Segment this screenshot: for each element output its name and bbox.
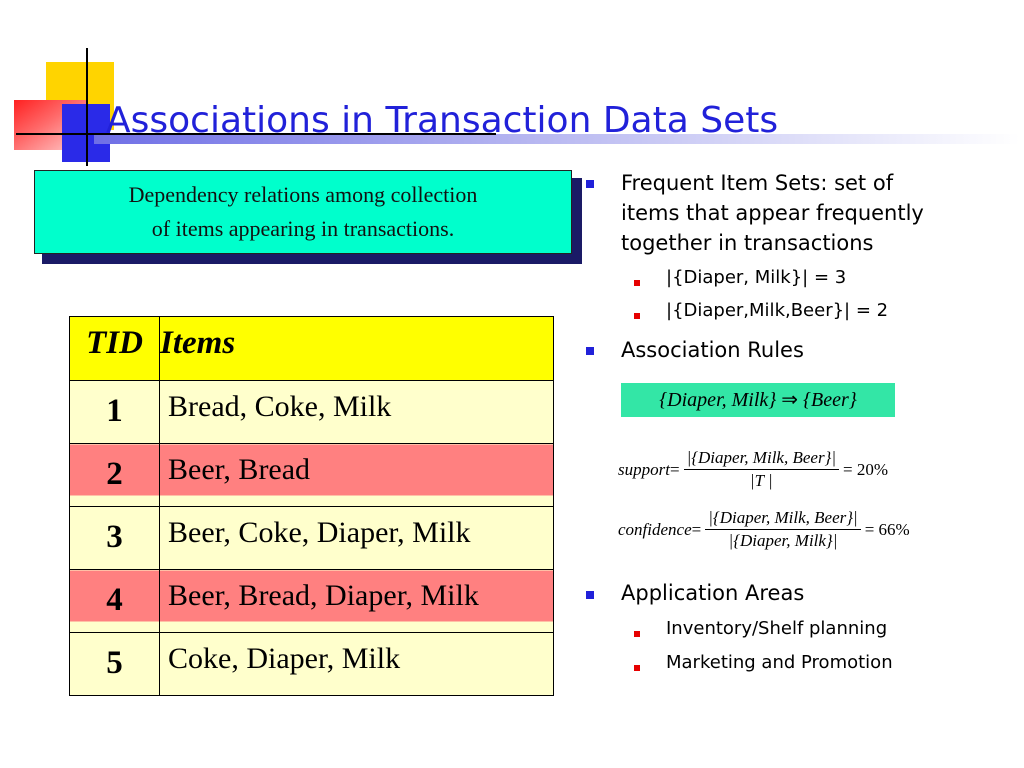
confidence-label: confidence [618, 519, 692, 539]
sub-bullet-inventory: Inventory/Shelf planning [666, 618, 888, 639]
header-tid: TID [70, 317, 160, 381]
equals-sign: = [669, 459, 680, 479]
row-tid: 2 [106, 456, 123, 492]
table-row [70, 381, 554, 444]
definition-line: of items appearing in transactions. [151, 216, 455, 241]
equals-sign: = [691, 519, 702, 539]
definition-line: Dependency relations among collection [128, 182, 478, 207]
confidence-denominator: |{Diaper, Milk}| [728, 531, 838, 550]
bullet-marker-icon [586, 180, 594, 188]
table-row [70, 444, 554, 507]
support-fraction [684, 447, 839, 492]
transaction-table [69, 316, 554, 696]
table-header-row [70, 317, 554, 381]
row-tid: 3 [106, 519, 123, 555]
bullet-text: items that appear frequently [621, 201, 924, 225]
sub-bullet-marker-icon [634, 280, 640, 286]
slide-title: Associations in Transaction Data Sets [106, 100, 779, 141]
sub-bullet-marker-icon [634, 313, 640, 319]
sub-bullet-marker-icon [634, 665, 640, 671]
confidence-formula [618, 507, 910, 552]
rule-rhs: {Beer} [803, 389, 857, 411]
support-result: = 20% [843, 459, 889, 479]
row-tid: 5 [106, 645, 123, 681]
definition-box [34, 170, 572, 254]
bullet-association-rules: Association Rules [621, 338, 804, 362]
table-row [70, 570, 554, 633]
support-numerator: |{Diaper, Milk, Beer}| [684, 447, 839, 470]
header-items: Items [160, 317, 554, 381]
row-items: Beer, Bread, Diaper, Milk [168, 579, 479, 612]
row-items: Beer, Coke, Diaper, Milk [168, 516, 471, 549]
support-denominator: |T | [749, 471, 773, 490]
bullet-marker-icon [586, 347, 594, 355]
bullet-marker-icon [586, 591, 594, 599]
row-items: Bread, Coke, Milk [168, 390, 392, 423]
confidence-result: = 66% [864, 519, 910, 539]
support-label: support [618, 459, 670, 479]
sub-bullet-marker-icon [634, 631, 640, 637]
table-row [70, 633, 554, 696]
bullet-text: together in transactions [621, 231, 874, 255]
association-rule-formula [621, 383, 895, 417]
confidence-fraction [705, 507, 860, 552]
sub-bullet-diaper-milk: |{Diaper, Milk}| = 3 [666, 267, 847, 288]
row-tid: 4 [106, 582, 123, 618]
table-row [70, 507, 554, 570]
sub-bullet-diaper-milk-beer: |{Diaper,Milk,Beer}| = 2 [666, 300, 889, 321]
logo-vertical-line [86, 48, 88, 166]
row-items: Beer, Bread [168, 453, 311, 486]
sub-bullet-marketing: Marketing and Promotion [666, 652, 893, 673]
support-formula [618, 447, 888, 492]
rule-lhs: {Diaper, Milk} [659, 389, 777, 411]
bullet-text: Frequent Item Sets: set of [621, 171, 894, 195]
confidence-numerator: |{Diaper, Milk, Beer}| [705, 507, 860, 530]
bullet-application-areas: Application Areas [621, 581, 805, 605]
row-items: Coke, Diaper, Milk [168, 642, 401, 675]
rule-arrow: ⇒ [781, 389, 799, 411]
row-tid: 1 [106, 393, 123, 429]
bullet-frequent-item-sets [621, 168, 924, 258]
